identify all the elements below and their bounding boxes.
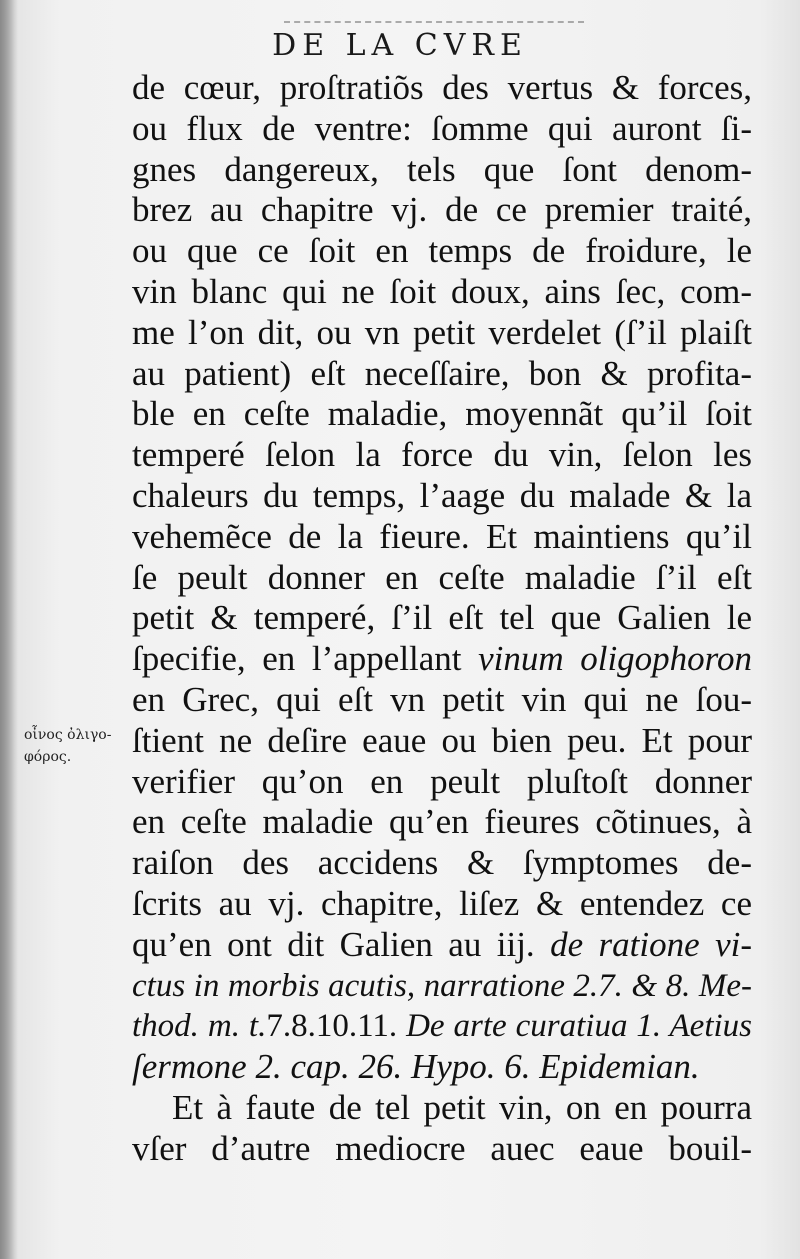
text-line: en ceſte maladie qu’en fieures cõtinues, à [132, 802, 752, 842]
text-line: de cœur, proſtratiõs des vertus & forces, [132, 68, 752, 107]
text-line: ou que ce ſoit en temps de froidure, le [132, 231, 752, 271]
paragraph-start-line: Et à faute de tel petit vin, on en pourra [172, 1087, 752, 1127]
text-line [132, 639, 752, 680]
text-line: ou flux de ventre: ſomme qui auront ſi- [132, 108, 752, 148]
text-line: ſcrits au vj. chapitre, liſez & entendez ce [132, 883, 752, 923]
citation: thod. m. t. [132, 1008, 267, 1045]
text-line: chaleurs du temps, l’aage du malade & la [132, 475, 752, 515]
text-line: vin blanc qui ne ſoit doux, ains ſec, com- [132, 271, 752, 311]
gutter-shadow [0, 0, 18, 1259]
text-line: me l’on dit, ou vn petit verdelet (ſ’il plaiſt [132, 312, 752, 352]
text-line [132, 925, 752, 966]
citation-line: ctus in morbis acutis, narratione 2.7. & 8. Me- [132, 967, 752, 1004]
citation: de ratione vi- [550, 924, 752, 964]
text-line: vſer d’autre mediocre auec eaue bouil- [132, 1128, 752, 1168]
latin-term: vinum oligophoron [478, 639, 752, 679]
text-line: raiſon des accidens & ſymptomes de- [132, 843, 752, 883]
citation-line: ſermone 2. cap. 26. Hypo. 6. Epidemian. [132, 1047, 700, 1087]
text-line: au patient) eſt neceſſaire, bon & profita- [132, 353, 752, 393]
text-line: verifier qu’on en peult pluſtoſt donner [132, 761, 752, 801]
text-line: ble en ceſte maladie, moyennãt qu’il ſoit [132, 394, 752, 434]
text-line: brez au chapitre vj. de ce premier traité, [132, 190, 752, 230]
running-title: DE LA CVRE [272, 28, 528, 63]
citation-line [132, 1006, 752, 1047]
header-rule [284, 21, 584, 25]
citation: De arte curatiua 1. Aetius [406, 1008, 752, 1045]
margin-note-line-2: φόρος. [24, 749, 72, 765]
text-line: vehemẽce de la fieure. Et maintiens qu’il [132, 516, 752, 556]
margin-note-line-1: οἶνος ὀλιγο- [24, 727, 112, 743]
citation-numbers: 7.8.10.11. [266, 1008, 407, 1045]
body-text [132, 68, 752, 1170]
text-line: gnes dangereux, tels que ſont denom- [132, 149, 752, 189]
text-line: ſe peult donner en ceſte maladie ſ’il eſt [132, 557, 752, 597]
text-segment: ſpecifie, en l’appellant [132, 639, 479, 679]
text-line: ſtient ne deſire eaue ou bien peu. Et pour [132, 720, 752, 760]
text-line: petit & temperé, ſ’il eſt tel que Galien le [132, 598, 752, 638]
text-segment: qu’en ont dit Galien au iij. [132, 924, 551, 964]
text-line: en Grec, qui eſt vn petit vin qui ne ſou- [132, 679, 752, 719]
text-line: temperé ſelon la force du vin, ſelon les [132, 435, 752, 475]
margin-note [24, 724, 124, 768]
